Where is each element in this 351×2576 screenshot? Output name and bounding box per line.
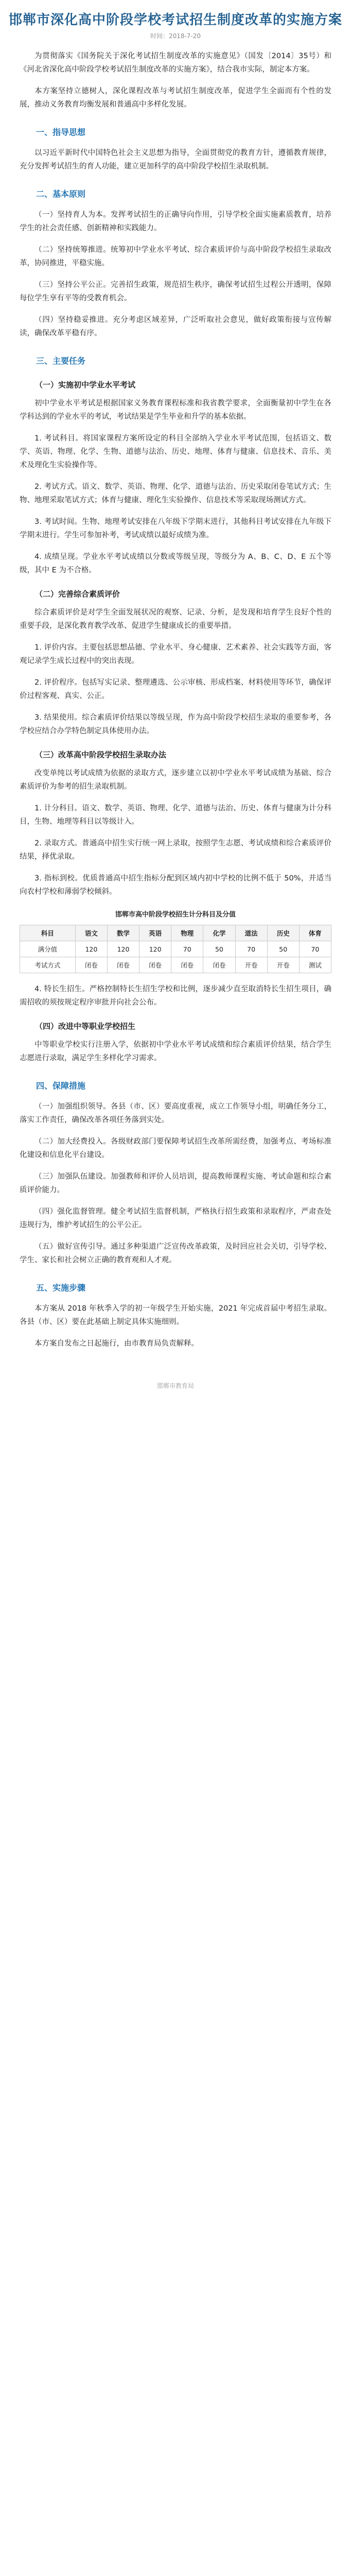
paragraph: 2. 评价程序。包括写实记录、整理遴选、公示审核、形成档案、材料使用等环节，确保评价过程客观、真实、公正。: [20, 679, 331, 700]
paragraph: （一）加强组织领导。各县（市、区）要高度重视，成立工作领导小组，明确任务分工，落实工作责任，确保改革各项任务落到实处。: [20, 1103, 331, 1124]
score-table: [20, 925, 331, 973]
paragraph: 中等职业学校实行注册入学，依据初中学业水平考试成绩和综合素质评价结果，结合学生志愿进行录取，满足学生多样化学习需求。: [20, 1041, 331, 1062]
page-title: 邯郸市深化高中阶段学校考试招生制度改革的实施方案: [8, 12, 342, 28]
table-cell: 测试: [299, 957, 331, 973]
table-cell: 70: [235, 941, 267, 957]
table-cell: 120: [75, 941, 107, 957]
table-cell: 闭卷: [203, 957, 235, 973]
paragraph: 本方案从 2018 年秋季入学的初一年级学生开始实施，2021 年完成首届中考招生录取。各县（市、区）要在此基础上制定具体实施细则。: [20, 1304, 331, 1326]
paragraph: 1. 评价内容。主要包括思想品德、学业水平、身心健康、艺术素养、社会实践等方面，客观记录学生成长过程中的突出表现。: [20, 643, 331, 665]
table-cell: 满分值: [20, 941, 76, 957]
table-cell: 闭卷: [139, 957, 171, 973]
paragraph: （四）坚持稳妥推进。充分考虑区域差异，广泛听取社会意见，做好政策衔接与宣传解读，确保改革平稳有序。: [20, 316, 331, 337]
table-cell: 闭卷: [75, 957, 107, 973]
paragraph: 3. 结果使用。综合素质评价结果以等级呈现，作为高中阶段学校招生录取的重要参考，各学校应结合办学特色制定具体使用办法。: [20, 714, 331, 735]
paragraph: 初中学业水平考试是根据国家义务教育课程标准和我省教学要求，全面衡量初中学生在各学科达到的学业水平的考试，考试结果是学生毕业和升学的基本依据。: [20, 399, 331, 421]
paragraph: 1. 考试科目。将国家课程方案所设定的科目全部纳入学业水平考试范围，包括语文、数学、英语、物理、化学、生物、道德与法治、历史、地理、体育与健康、信息技术、音乐、美术及理化生实验操作等。: [20, 434, 331, 469]
subsection-heading: （三）改革高中阶段学校招生录取办法: [35, 750, 167, 759]
subsection-heading: （二）完善综合素质评价: [35, 589, 120, 599]
page-meta: 时间：2018-7-20: [150, 32, 201, 40]
table-header-cell: 道法: [235, 925, 267, 941]
table-header-cell: 化学: [203, 925, 235, 941]
section-heading: 五、实施步骤: [36, 1283, 86, 1293]
subsection-heading: （一）实施初中学业水平考试: [35, 380, 136, 389]
table-header-cell: 科目: [20, 925, 76, 941]
table-cell: 70: [299, 941, 331, 957]
paragraph: 3. 考试时间。生物、地理考试安排在八年级下学期末进行，其他科目考试安排在九年级下学期末进行。学生可参加补考，考试成绩以最好成绩为准。: [20, 518, 331, 539]
table-header-cell: 语文: [75, 925, 107, 941]
paragraph: （一）坚持育人为本。发挥考试招生的正确导向作用，引导学校全面实施素质教育，培养学生的社会责任感、创新精神和实践能力。: [20, 211, 331, 232]
paragraph: （三）加强队伍建设。加强教师和评价人员培训，提高教师课程实施、考试命题和综合素质评价能力。: [20, 1173, 331, 1194]
table-cell: 闭卷: [107, 957, 139, 973]
paragraph: 本方案自发布之日起施行，由市教育局负责解释。: [34, 1340, 199, 1348]
table-title: 邯郸市高中阶段学校招生计分科目及分值: [115, 911, 236, 919]
section-heading: 三、主要任务: [36, 356, 86, 366]
table-cell: 50: [267, 941, 299, 957]
paragraph: 2. 考试方式。语文、数学、英语、物理、化学、道德与法治、历史采取闭卷笔试方式；生物、地理采取笔试方式；体育与健康、理化生实验操作、信息技术等采取现场测试方式。: [20, 483, 331, 504]
paragraph: （三）坚持公平公正。完善招生政策，规范招生秩序，确保考试招生过程公开透明，保障每位学生享有平等的受教育机会。: [20, 281, 331, 302]
table-header-cell: 历史: [267, 925, 299, 941]
paragraph: 以习近平新时代中国特色社会主义思想为指导，全面贯彻党的教育方针，遵循教育规律，充分发挥考试招生的育人功能，建立更加科学的高中阶段学校招生录取机制。: [20, 149, 331, 171]
paragraph: 4. 特长生招生。严格控制特长生招生学校和比例，逐步减少直至取消特长生招生项目，确需招收的须按规定程序审批并向社会公布。: [20, 985, 331, 1007]
paragraph: 1. 计分科目。语文、数学、英语、物理、化学、道德与法治、历史、体育与健康为计分科目，生物、地理等科目以等级计入。: [20, 804, 331, 826]
table-header-cell: 物理: [171, 925, 203, 941]
paragraph: 改变单纯以考试成绩为依据的录取方式，逐步建立以初中学业水平考试成绩为基础、综合素质评价为参考的招生录取机制。: [20, 769, 331, 791]
paragraph: 4. 成绩呈现。学业水平考试成绩以分数或等级呈现，等级分为 A、B、C、D、E 五个等级，其中 E 为不合格。: [20, 553, 331, 574]
table-header-row: [20, 925, 331, 941]
table-cell: 考试方式: [20, 957, 76, 973]
paragraph: （二）坚持统筹推进。统筹初中学业水平考试、综合素质评价与高中阶段学校招生录取改革，协同推进，平稳实施。: [20, 246, 331, 267]
table-cell: 120: [107, 941, 139, 957]
table-cell: 50: [203, 941, 235, 957]
section-heading: 二、基本原则: [36, 189, 86, 199]
footer-text: 邯郸市教育局: [156, 1382, 194, 1389]
paragraph: 本方案坚持立德树人，深化课程改革与考试招生制度改革，促进学生全面而有个性的发展，推动义务教育均衡发展和普通高中多样化发展。: [20, 87, 331, 109]
table-cell: 70: [171, 941, 203, 957]
paragraph: 为贯彻落实《国务院关于深化考试招生制度改革的实施意见》（国发〔2014〕35号）和《河北省深化高中阶段学校考试招生制度改革的实施方案》，结合我市实际，制定本方案。: [20, 52, 331, 74]
section-heading: 四、保障措施: [36, 1081, 86, 1091]
table-header-cell: 数学: [107, 925, 139, 941]
table-header-cell: 体育: [299, 925, 331, 941]
table-header-cell: 英语: [139, 925, 171, 941]
section-heading: 一、指导思想: [36, 127, 86, 137]
paragraph: （四）强化监督管理。健全考试招生监督机制，严格执行招生政策和录取程序，严肃查处违规行为，维护考试招生的公平公正。: [20, 1208, 331, 1229]
table-row: [20, 957, 331, 973]
table-cell: 闭卷: [171, 957, 203, 973]
table-cell: 开卷: [235, 957, 267, 973]
table-cell: 120: [139, 941, 171, 957]
subsection-heading: （四）改进中等职业学校招生: [35, 1022, 136, 1031]
article-body: [0, 49, 351, 1350]
paragraph: （二）加大经费投入。各级财政部门要保障考试招生改革所需经费，加强考点、考场标准化建设和信息化平台建设。: [20, 1138, 331, 1159]
table-cell: 开卷: [267, 957, 299, 973]
paragraph: 3. 指标到校。优质普通高中招生指标分配到区域内初中学校的比例不低于 50%，并适当向农村学校和薄弱学校倾斜。: [20, 874, 331, 896]
paragraph: 综合素质评价是对学生全面发展状况的观察、记录、分析，是发现和培育学生良好个性的重要手段，是深化教育教学改革、促进学生健康成长的重要举措。: [20, 608, 331, 630]
paragraph: （五）做好宣传引导。通过多种渠道广泛宣传改革政策，及时回应社会关切，引导学校、学生、家长和社会树立正确的教育观和人才观。: [20, 1243, 331, 1264]
table-row: [20, 941, 331, 957]
paragraph: 2. 录取方式。普通高中招生实行统一网上录取，按照学生志愿、考试成绩和综合素质评价结果，择优录取。: [20, 839, 331, 861]
